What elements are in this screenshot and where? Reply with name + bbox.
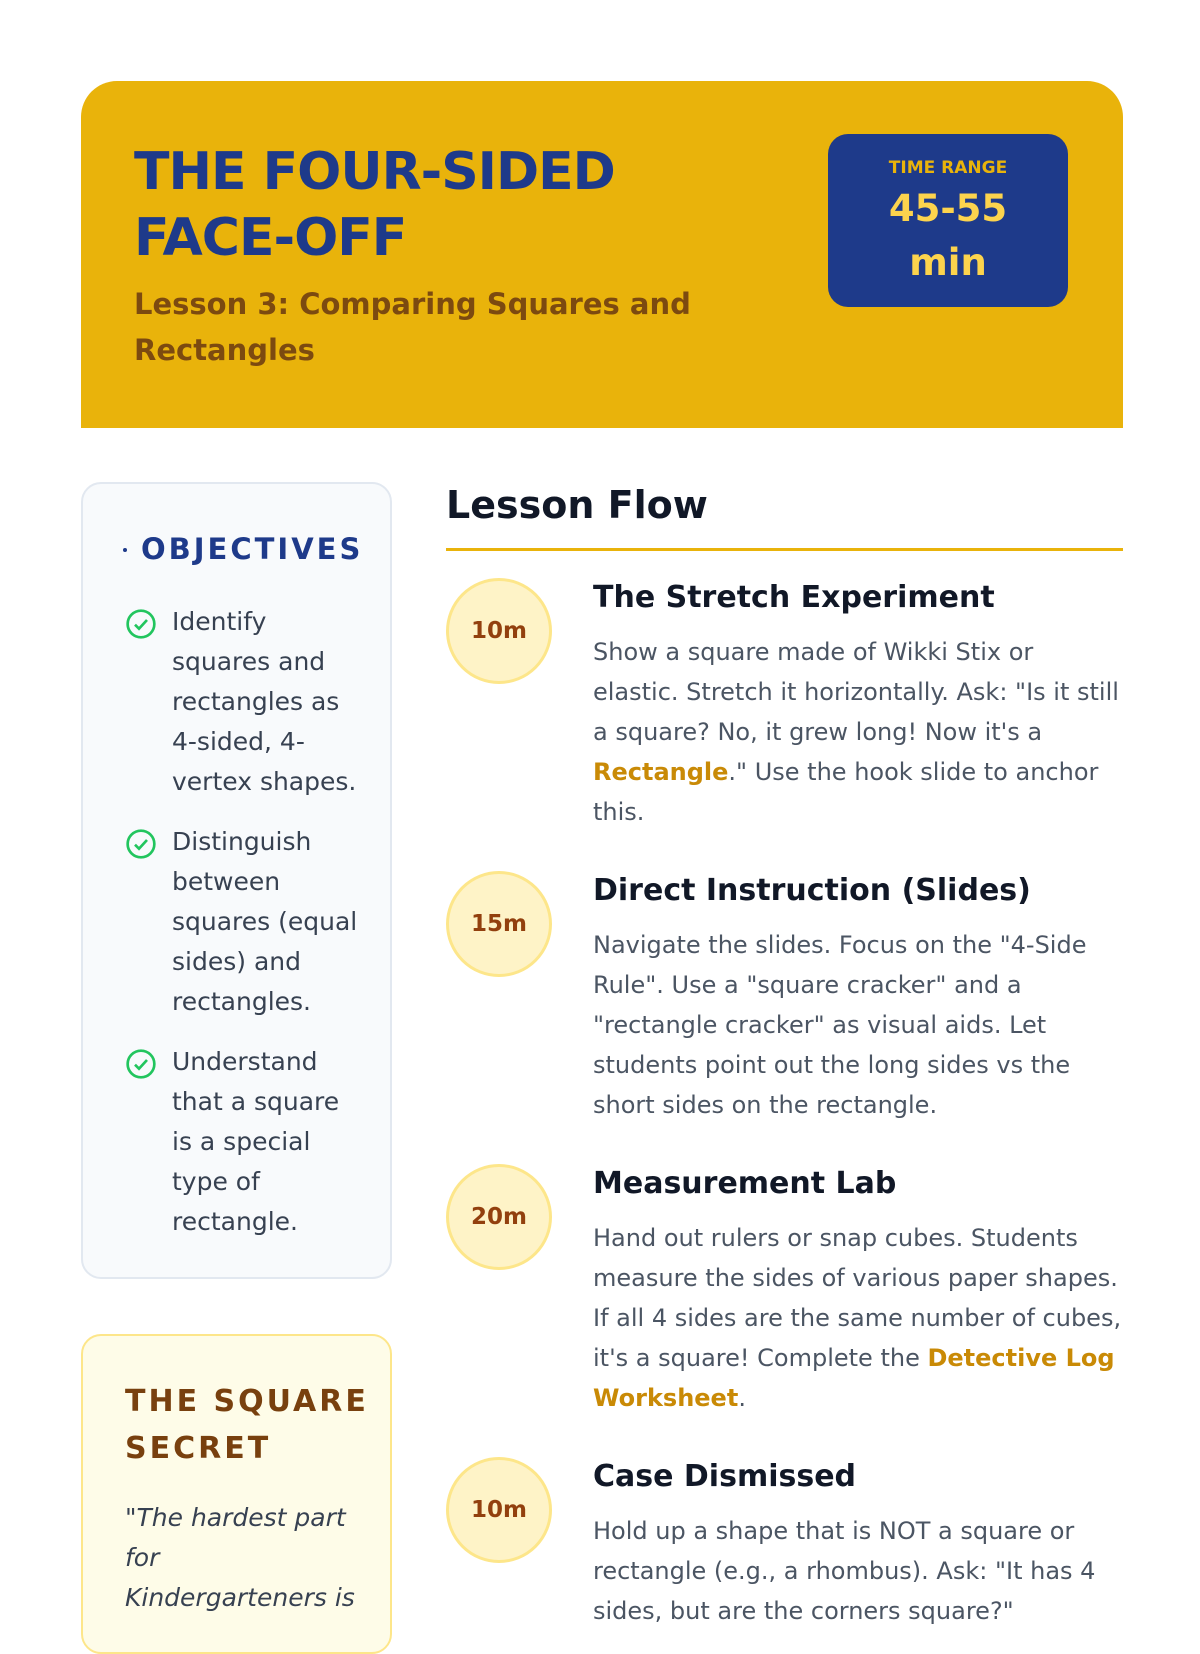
- step-text: Hold up a shape that is NOT a square or rectangle (e.g., a rhombus). Ask: "It has 4 sides, but are the corners square?": [593, 1517, 1096, 1625]
- step-title: The Stretch Experiment: [593, 580, 995, 615]
- time-range-badge: [828, 134, 1068, 307]
- lesson-subtitle: Lesson 3: Comparing Squares and Rectangles: [134, 287, 691, 367]
- time-range-label: TIME RANGE: [888, 158, 1008, 178]
- step-text: Hand out rulers or snap cubes. Students measure the sides of various paper shapes. If all 4 sides are the same number of cubes, it's a square! Complete the: [593, 1224, 1122, 1372]
- step-description: [593, 925, 1123, 1125]
- objective-item: [125, 822, 365, 1022]
- step-description: [593, 632, 1123, 832]
- step-text: .: [738, 1384, 746, 1412]
- duration-badge: 15m: [446, 871, 552, 977]
- step-title: Case Dismissed: [593, 1459, 857, 1494]
- square-secret-heading: THE SQUARE SECRET: [125, 1384, 369, 1466]
- step-title: Direct Instruction (Slides): [593, 873, 1031, 908]
- step-text: Navigate the slides. Focus on the "4-Side Rule". Use a "square cracker" and a "rectangle cracker" as visual aids. Let students point out the long sides vs the short sides on the rectangle.: [593, 931, 1087, 1119]
- objectives-heading: OBJECTIVES: [141, 532, 364, 566]
- step-title: Measurement Lab: [593, 1166, 897, 1201]
- lesson-title: THE FOUR-SIDED FACE-OFF: [134, 142, 615, 268]
- highlight-term: Rectangle: [593, 758, 729, 786]
- objective-text: Identify squares and rectangles as 4-sided, 4-vertex shapes.: [172, 607, 357, 796]
- lesson-header: [81, 81, 1123, 428]
- step-text: Show a square made of Wikki Stix or elastic. Stretch it horizontally. Ask: "Is it still a square? No, it grew long! Now it's a: [593, 638, 1119, 746]
- time-range-value: 45-55 min: [888, 187, 1008, 284]
- square-secret-quote: "The hardest part for Kindergarteners is: [125, 1503, 355, 1612]
- objective-text: Understand that a square is a special type of rectangle.: [172, 1047, 340, 1236]
- lesson-flow-heading: Lesson Flow: [446, 483, 708, 527]
- check-circle-icon: [125, 828, 157, 860]
- objectives-card: [81, 482, 392, 1279]
- check-circle-icon: [125, 608, 157, 640]
- square-secret-card: [81, 1334, 392, 1654]
- check-circle-icon: [125, 1048, 157, 1080]
- objectives-list: [125, 602, 365, 1262]
- objective-item: [125, 1042, 365, 1242]
- duration-badge: 10m: [446, 578, 552, 684]
- duration-badge: 10m: [446, 1457, 552, 1563]
- duration-badge: 20m: [446, 1164, 552, 1270]
- objective-item: [125, 602, 365, 802]
- step-text: ." Use the hook slide to anchor this.: [593, 758, 1099, 826]
- section-divider: [446, 548, 1123, 551]
- worksheet-link[interactable]: Detective Log Worksheet: [593, 1344, 1115, 1412]
- objective-text: Distinguish between squares (equal sides) and rectangles.: [172, 827, 358, 1016]
- bullet-dot-icon: [123, 548, 127, 552]
- step-description: [593, 1511, 1123, 1631]
- step-description: [593, 1218, 1123, 1418]
